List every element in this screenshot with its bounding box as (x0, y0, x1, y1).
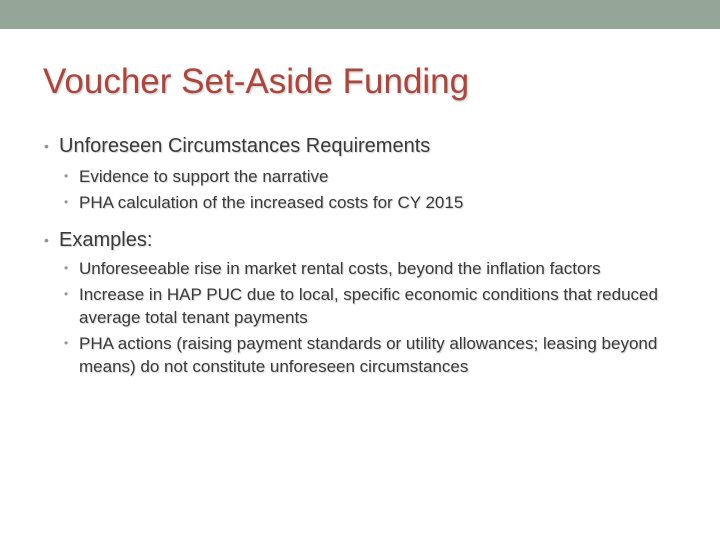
bullet-icon: • (64, 169, 69, 183)
sub-bullet-text: PHA actions (raising payment standards or utility allowances; leasing beyond means) do not constitute unforeseen circumstances (79, 334, 658, 376)
bullet-icon: • (64, 287, 69, 301)
sub-bullet-item (44, 283, 694, 329)
bullet-text: Unforeseen Circumstances Requirements (59, 135, 431, 157)
slide-title: Voucher Set-Aside Funding (43, 62, 470, 101)
bullet-icon: • (64, 195, 69, 209)
sub-bullet-text: Unforeseeable rise in market rental costs, beyond the inflation factors (79, 259, 601, 278)
sub-bullet-item (44, 332, 694, 378)
sub-bullet-text: Increase in HAP PUC due to local, specific economic conditions that reduced average total tenant payments (79, 285, 658, 327)
sub-bullet-item (44, 257, 694, 280)
sub-bullet-item (44, 191, 694, 214)
bullet-item (44, 134, 694, 158)
bullet-item (44, 228, 694, 252)
bullet-text: Examples: (59, 229, 153, 251)
slide-content (44, 134, 694, 378)
bullet-icon: • (64, 336, 69, 350)
bullet-icon: • (44, 138, 49, 154)
sub-bullet-item (44, 165, 694, 188)
sub-bullet-text: Evidence to support the narrative (79, 167, 329, 186)
bullet-icon: • (64, 261, 69, 275)
bullet-icon: • (44, 232, 49, 248)
top-bar (0, 0, 720, 29)
sub-bullet-text: PHA calculation of the increased costs for CY 2015 (79, 193, 464, 212)
